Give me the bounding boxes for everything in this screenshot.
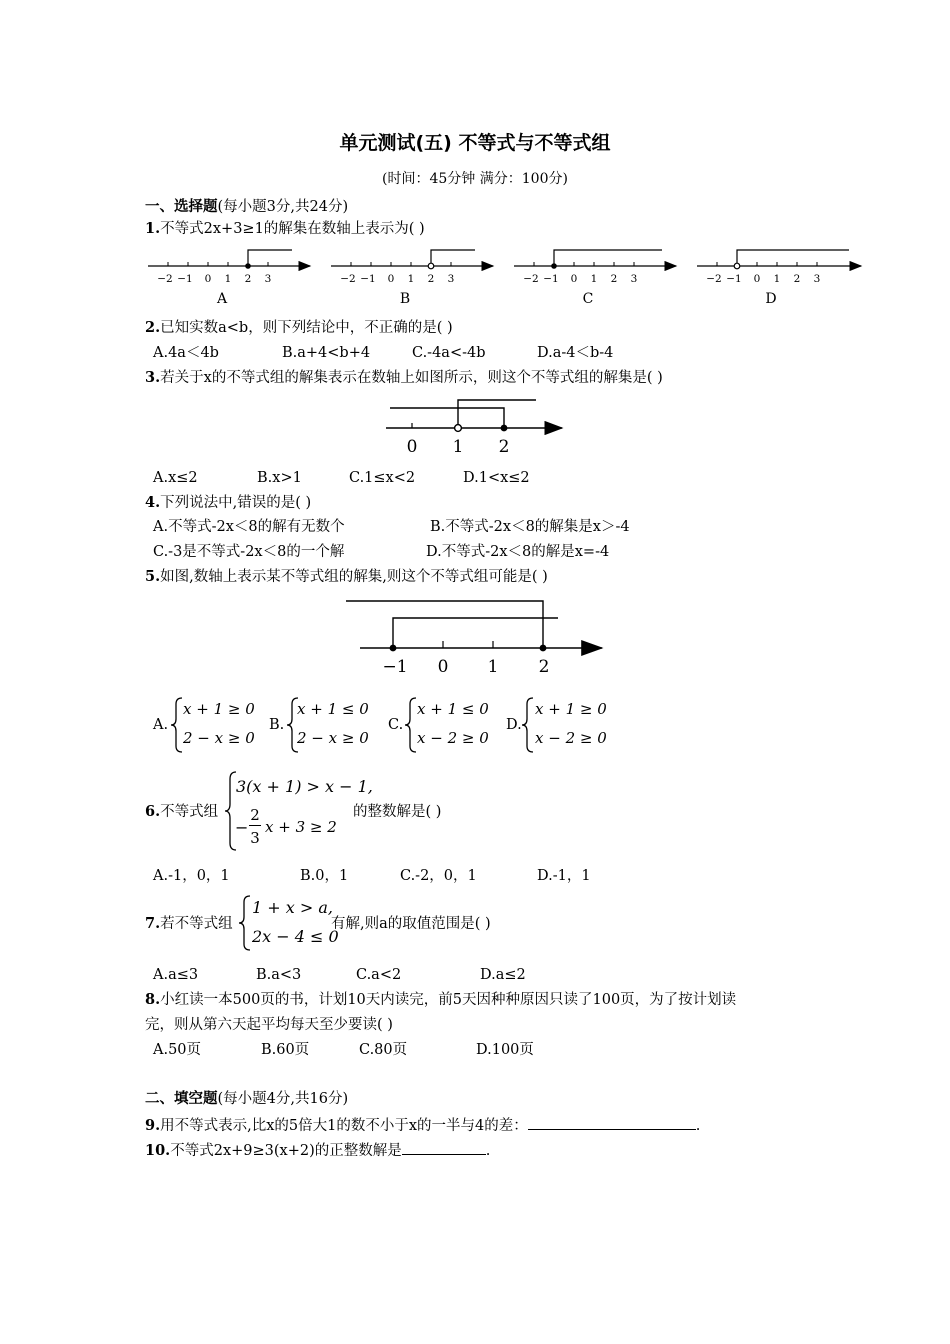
q5-option-c-line-1: x + 1 ≤ 0 (417, 700, 489, 718)
q1-c-tick-2: 0 (570, 273, 578, 285)
q7-option-a: A.a≤3 (153, 967, 199, 983)
question-text: 若不等式组 (160, 916, 233, 932)
q6-option-b: B.0，1 (300, 868, 349, 884)
q1-axis-c (514, 250, 676, 307)
q1-axis-b (331, 250, 493, 307)
q1-b-tick-1: −1 (360, 273, 376, 285)
q4-option-a: A.不等式-2x＜8的解有无数个 (153, 519, 345, 535)
question-number: 7. (145, 915, 161, 932)
q1-a-tick-0: −2 (157, 273, 173, 285)
q5-option-c-brace-icon (404, 696, 418, 754)
question-number: 10. (145, 1142, 171, 1159)
question-text: 如图,数轴上表示某不等式组的解集,则这个不等式组可能是( ) (160, 569, 548, 585)
q5-option-d-label: D. (506, 717, 522, 733)
q4-option-c: C.-3是不等式-2x＜8的一个解 (153, 544, 345, 560)
q6-minus-sign: − (235, 818, 249, 837)
section-2-heading (145, 1090, 348, 1108)
q10-answer-blank[interactable] (402, 1140, 486, 1155)
q1-number-lines (140, 244, 870, 308)
q1-d-tick-2: 0 (753, 273, 761, 285)
q8-option-a: A.50页 (153, 1042, 202, 1058)
question-4 (145, 494, 311, 512)
q5-option-a-line-2: 2 − x ≥ 0 (183, 729, 255, 747)
q6-option-d: D.-1，1 (537, 868, 591, 884)
question-6 (145, 803, 218, 821)
q1-option-b: B (399, 291, 411, 307)
q1-d-tick-0: −2 (706, 273, 722, 285)
q1-option-d: D (765, 291, 777, 307)
section-1-label: 一、选择题 (145, 198, 218, 215)
q6-line-1: 3(x + 1) > x − 1, (236, 777, 373, 796)
q1-a-tick-5: 3 (264, 273, 272, 285)
q3-option-c: C.1≤x<2 (349, 470, 416, 486)
q9-answer-blank[interactable] (528, 1115, 696, 1130)
q1-axis-a (148, 250, 310, 307)
q6-line-2-rest: x + 3 ≥ 2 (265, 818, 337, 836)
question-number: 5. (145, 568, 161, 585)
q1-d-tick-3: 1 (773, 273, 781, 285)
section-1-note: (每小题3分,共24分) (217, 199, 349, 215)
q5-option-b-label: B. (269, 717, 285, 733)
q1-a-tick-3: 1 (224, 273, 232, 285)
q1-c-tick-3: 1 (590, 273, 598, 285)
question-number: 8. (145, 991, 161, 1008)
question-text: 下列说法中,错误的是( ) (160, 495, 312, 511)
q7-brace-icon (238, 894, 252, 952)
q4-option-b: B.不等式-2x＜8的解集是x＞-4 (430, 519, 630, 535)
q5-option-d-line-2: x − 2 ≥ 0 (535, 729, 607, 747)
q7-line-2: 2x − 4 ≤ 0 (252, 927, 339, 946)
q3-tick-1: 1 (452, 437, 464, 457)
q1-c-tick-5: 3 (630, 273, 638, 285)
question-text: 若关于x的不等式组的解集表示在数轴上如图所示，则这个不等式组的解集是( ) (160, 370, 663, 386)
question-3 (145, 369, 663, 387)
q1-option-c: C (582, 291, 594, 307)
section-2-note: (每小题4分,共16分) (217, 1091, 349, 1107)
q5-tick-2: 1 (487, 657, 499, 677)
q7-option-b: B.a<3 (256, 967, 302, 983)
q6-suffix: 的整数解是( ) (353, 804, 442, 820)
q6-option-c: C.-2，0，1 (400, 868, 477, 884)
q6-option-a: A.-1，0，1 (153, 868, 230, 884)
q8-text-line-2: 完，则从第六天起平均每天至少要读( ) (145, 1017, 393, 1033)
question-number: 2. (145, 319, 161, 336)
q1-a-tick-4: 2 (244, 273, 252, 285)
q5-option-a-line-1: x + 1 ≥ 0 (183, 700, 255, 718)
q1-axis-d (697, 250, 861, 307)
q5-tick-1: 0 (437, 657, 449, 677)
question-9 (145, 1115, 700, 1135)
q1-a-tick-2: 0 (204, 273, 212, 285)
q4-option-d: D.不等式-2x＜8的解是x=-4 (426, 544, 610, 560)
q1-b-tick-4: 2 (427, 273, 435, 285)
question-text: 用不等式表示,比x的5倍大1的数不小于x的一半与4的差： (160, 1118, 528, 1134)
q3-tick-0: 0 (406, 437, 418, 457)
page-subtitle: (时间：45分钟 满分：100分) (382, 171, 568, 187)
q5-tick-3: 2 (538, 657, 550, 677)
question-number: 4. (145, 494, 161, 511)
q5-option-d-line-1: x + 1 ≥ 0 (535, 700, 607, 718)
q2-option-d: D.a-4＜b-4 (537, 345, 614, 361)
q8-option-c: C.80页 (359, 1042, 408, 1058)
q5-option-c-line-2: x − 2 ≥ 0 (417, 729, 489, 747)
question-8 (145, 991, 736, 1009)
q9-period: . (695, 1118, 701, 1134)
q5-tick-0: −1 (382, 657, 408, 677)
question-text: 不等式2x+9≥3(x+2)的正整数解是 (170, 1143, 402, 1159)
question-number: 3. (145, 369, 161, 386)
q1-b-tick-3: 1 (407, 273, 415, 285)
q8-option-b: B.60页 (261, 1042, 310, 1058)
q1-d-tick-1: −1 (726, 273, 742, 285)
page-title: 单元测试(五) 不等式与不等式组 (339, 132, 611, 154)
q1-b-tick-2: 0 (387, 273, 395, 285)
q1-d-tick-4: 2 (793, 273, 801, 285)
q3-tick-2: 2 (498, 437, 510, 457)
question-number: 1. (145, 220, 161, 237)
q5-option-a-label: A. (153, 717, 169, 733)
q8-option-d: D.100页 (476, 1042, 534, 1058)
q5-option-a-brace-icon (170, 696, 184, 754)
q6-fraction-denominator: 3 (250, 829, 260, 847)
question-5 (145, 568, 548, 586)
q1-c-tick-4: 2 (610, 273, 618, 285)
q7-option-c: C.a<2 (356, 967, 402, 983)
q6-fraction-numerator: 2 (250, 806, 260, 824)
q1-d-tick-5: 3 (813, 273, 821, 285)
question-7 (145, 915, 233, 933)
question-number: 9. (145, 1117, 161, 1134)
question-1 (145, 220, 425, 238)
q5-number-line (340, 596, 610, 678)
q1-c-tick-1: −1 (543, 273, 559, 285)
q10-period: . (485, 1143, 491, 1159)
q3-option-a: A.x≤2 (153, 470, 198, 486)
q7-line-1: 1 + x > a, (252, 898, 333, 917)
q1-option-a: A (216, 291, 228, 307)
question-number: 6. (145, 803, 161, 820)
q5-option-b-line-2: 2 − x ≥ 0 (297, 729, 369, 747)
question-text: 不等式2x+3≥1的解集在数轴上表示为( ) (160, 221, 425, 237)
q1-c-tick-0: −2 (523, 273, 539, 285)
question-10 (145, 1140, 490, 1160)
q2-option-c: C.-4a<-4b (412, 345, 486, 361)
q5-option-d-brace-icon (521, 696, 535, 754)
question-2 (145, 319, 453, 337)
q1-b-tick-5: 3 (447, 273, 455, 285)
section-1-heading (145, 198, 348, 216)
q7-option-d: D.a≤2 (480, 967, 526, 983)
q3-option-d: D.1<x≤2 (463, 470, 530, 486)
q1-b-tick-0: −2 (340, 273, 356, 285)
q1-a-tick-1: −1 (177, 273, 193, 285)
q7-suffix: 有解,则a的取值范围是( ) (331, 916, 491, 932)
q5-option-b-line-1: x + 1 ≤ 0 (297, 700, 369, 718)
q3-number-line (382, 394, 572, 460)
question-text: 已知实数a<b，则下列结论中，不正确的是( ) (160, 320, 453, 336)
q2-option-b: B.a+4<b+4 (282, 345, 371, 361)
question-text: 不等式组 (160, 804, 219, 820)
question-text-line-1: 小红读一本500页的书，计划10天内读完，前5天因种种原因只读了100页，为了按计划读 (160, 992, 737, 1008)
section-2-label: 二、填空题 (145, 1090, 218, 1107)
q3-option-b: B.x>1 (257, 470, 302, 486)
q5-option-c-label: C. (388, 717, 404, 733)
q2-option-a: A.4a＜4b (153, 345, 219, 361)
